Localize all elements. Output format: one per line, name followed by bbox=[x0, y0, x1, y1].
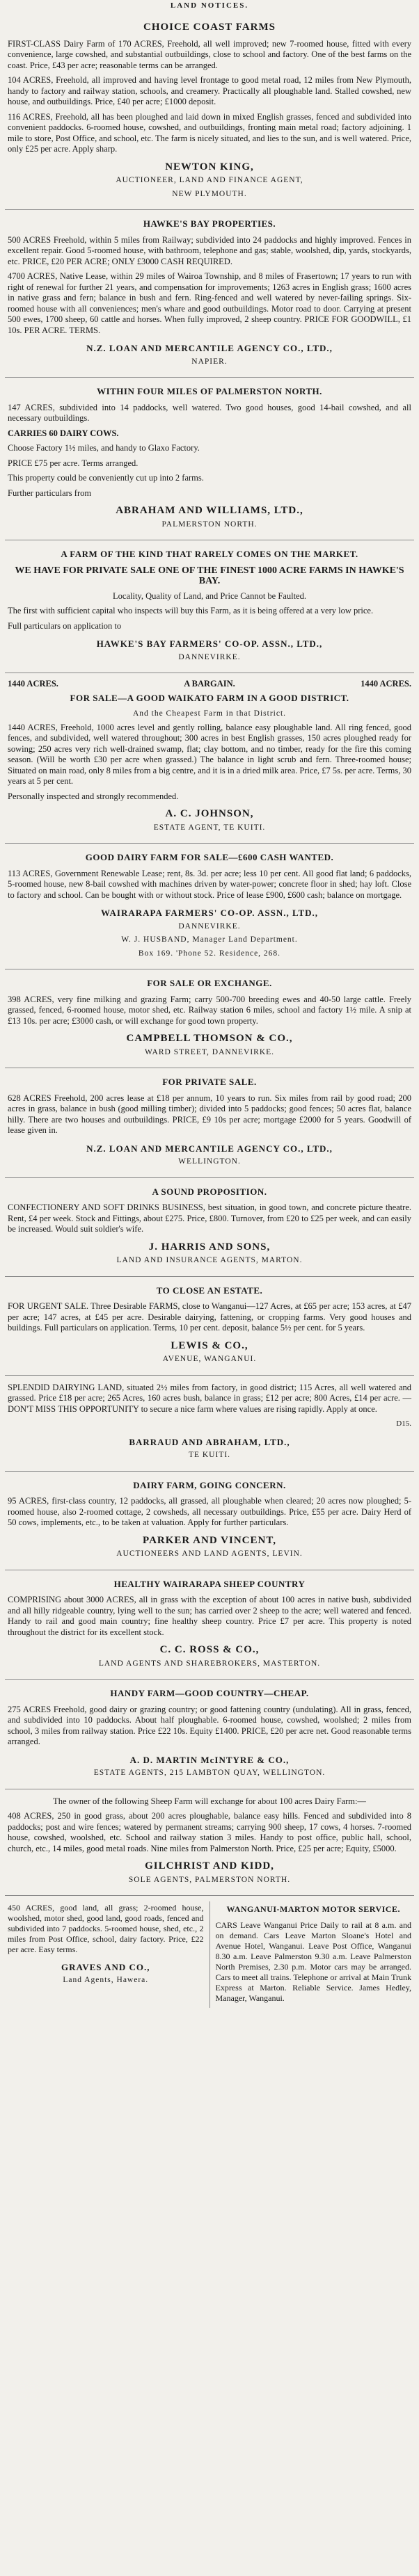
ad-heading: WITHIN FOUR MILES OF PALMERSTON NORTH. bbox=[97, 386, 322, 396]
agent-name: A. C. JOHNSON, bbox=[165, 808, 254, 819]
ad-handy-farm bbox=[5, 1680, 414, 1789]
ad-paragraph: FIRST-CLASS Dairy Farm of 170 ACRES, Freehold, all well improved; new 7-roomed house, fitted with every convenience, large cowshed, and substantial outbuildings, close to school and factory. One of the best farms on the coast. Price, £43 per acre; reasonable terms can be arranged. bbox=[8, 38, 411, 70]
agent-place: DANNEVIRKE. bbox=[178, 921, 241, 931]
ad-paragraph: 275 ACRES Freehold, good dairy or grazing country; or good fattening country (undulating). All in grass, fenced, and subdivided into 10 paddocks. About half ploughable. 6-roomed house, cowshed, woolshed; 2 miles from school, 3 miles from railway station. Price £22 10s. Equity £1400. PRICE, £20 per acre net. Good reasonable terms arranged. bbox=[8, 1704, 411, 1746]
heading-center: A BARGAIN. bbox=[184, 679, 235, 689]
ad-paragraph: The first with sufficient capital who inspects will buy this Farm, as it is being offered at a very low price. bbox=[8, 606, 374, 615]
ad-heading: FOR SALE—A GOOD WAIKATO FARM IN A GOOD DISTRICT. bbox=[70, 692, 349, 703]
agent-subtitle: Land Agents, Hawera. bbox=[63, 1976, 149, 1984]
agent-place: NAPIER. bbox=[191, 357, 228, 366]
ad-paragraph: PRICE £75 per acre. Terms arranged. bbox=[8, 458, 139, 468]
ad-heading: FOR PRIVATE SALE. bbox=[162, 1077, 257, 1087]
agent-name: GRAVES AND CO., bbox=[61, 1962, 150, 1972]
heading-right: 1440 ACRES. bbox=[361, 679, 411, 689]
ad-heading: A FARM OF THE KIND THAT RARELY COMES ON THE MARKET. bbox=[61, 549, 358, 559]
ad-paragraph: 147 ACRES, subdivided into 14 paddocks, well watered. Two good houses, good 14-bail cowshed, and all necessary outbuildings. bbox=[8, 402, 411, 423]
ad-heading: HAWKE'S BAY PROPERTIES. bbox=[143, 218, 276, 229]
agent-name: ABRAHAM AND WILLIAMS, LTD., bbox=[116, 505, 303, 516]
ad-paragraph: SPLENDID DAIRYING LAND, situated 2½ miles from factory, in good district; 115 Acres, all well watered and grassed. Price £18 per acre; 265 Acres, 160 acres bush, balance in grass; £12 per acre; 800 Acres, £14 per acre. — DON'T MISS THIS OPPORTUNITY to secure a nice farm where values are rising rapidly. Apply at once. bbox=[8, 1382, 411, 1414]
ad-heading: GOOD DAIRY FARM FOR SALE—£600 CASH WANTED. bbox=[85, 852, 334, 862]
agent-name: NEWTON KING, bbox=[165, 161, 254, 172]
bottom-columns bbox=[5, 1896, 414, 2015]
ad-good-dairy-farm bbox=[5, 844, 414, 969]
ad-heading: A SOUND PROPOSITION. bbox=[152, 1186, 267, 1197]
agent-place: NEW PLYMOUTH. bbox=[172, 189, 247, 198]
agent-place: DANNEVIRKE. bbox=[178, 652, 241, 661]
ad-paragraph: Further particulars from bbox=[8, 488, 92, 498]
heading-left: 1440 ACRES. bbox=[8, 679, 58, 689]
ad-private-sale bbox=[5, 1068, 414, 1178]
agent-name: A. D. MARTIN McINTYRE & CO., bbox=[129, 1754, 290, 1765]
ad-paragraph: 628 ACRES Freehold, 200 acres lease at £18 per annum, 10 years to run. Six miles from rail by good road; 200 acres in grass, balance in bush (good milling timber); divided into 5 paddocks; good fences; 50 acres flat, balance hilly. There are two houses and outbuildings. PRICE, £9 10s per acre; mortgage £2000 for 5 years. Goodwill of lease given in. bbox=[8, 1093, 411, 1135]
ad-paragraph: 4700 ACRES, Native Lease, within 29 miles of Wairoa Township, and 8 miles of Frasertown; 17 years to run with right of renewal for further 21 years, and compensation for improvements; 1263 acres in English grass; 1600 acres in native grass and fern; balance in bush and fern. Ring-fenced and well watered by never-failing springs. Six-roomed house with all conveniences; men's whare and good outbuildings. Motor road to door. Carrying at present 500 ewes, 1700 sheep, 60 cattle and horses. When fully improved, 2 sheep country. PRICE FOR GOODWILL, £1 10s. PER ACRE. TERMS. bbox=[8, 271, 411, 335]
ad-sale-or-exchange bbox=[5, 969, 414, 1068]
ad-palmerston-north bbox=[5, 378, 414, 540]
agent-subtitle: SOLE AGENTS, PALMERSTON NORTH. bbox=[128, 1875, 291, 1884]
ad-paragraph: 398 ACRES, very fine milking and grazing Farm; carry 500-700 breeding ewes and 40-50 large cattle. Freely grassed, fenced, 6-roomed house, motor shed, etc. Railway station 6 miles, school and factory 1½ mile. A snip at £13 10s. per acre; £3000 cash, or will exchange for good town property. bbox=[8, 994, 411, 1026]
ad-paragraph: CONFECTIONERY AND SOFT DRINKS BUSINESS, best situation, in good town, and concrete picture theatre. Rent, £4 per week. Stock and Fittings, about £275. Price, £800. Turnover, from £20 to £25 per week, and can easily be increased. Would suit soldier's wife. bbox=[8, 1202, 411, 1234]
heading-row bbox=[8, 679, 411, 690]
agent-subtitle: ESTATE AGENTS, 215 LAMBTON QUAY, WELLINGTON. bbox=[93, 1769, 326, 1777]
ad-heading: CHOICE COAST FARMS bbox=[143, 22, 276, 33]
agent-name: GILCHRIST AND KIDD, bbox=[145, 1860, 274, 1871]
ad-paragraph: 408 ACRES, 250 in good grass, about 200 acres ploughable, balance easy hills. Fenced and subdivided into 8 paddocks; post and wire fences; watered by permanent streams; carrying 900 sheep, 17 cows, 4 horses. 7-roomed house, cowshed, woolshed, etc. School and railway station 3 miles. Handy to post office, public hall, school, church, etc., 14 miles, good metal roads. Nine miles from Palmerston North. Price, £25 per acre; Equity, £5000. bbox=[8, 1811, 411, 1853]
ad-hawera bbox=[8, 1901, 204, 2008]
ad-heading: WANGANUI-MARTON MOTOR SERVICE. bbox=[226, 1904, 400, 1914]
agent-subtitle: ESTATE AGENT, TE KUITI. bbox=[153, 823, 266, 832]
ad-paragraph: 95 ACRES, first-class country, 12 paddocks, all grassed, all ploughable when cleared; 20 acres now ploughed; 5-roomed house, also 2-roomed cottage, 2 cowsheds, all necessary outbuildings. Price, £55 per acre. Dairy Herd of 50 cows, implements, etc., to be taken at valuation. Apply for further particulars. bbox=[8, 1496, 411, 1527]
ad-paragraph: WE HAVE FOR PRIVATE SALE ONE OF THE FINEST 1000 ACRE FARMS IN HAWKE'S BAY. bbox=[15, 565, 404, 586]
ad-choice-coast-farms bbox=[5, 14, 414, 210]
contact-line: Box 169. 'Phone 52. Residence, 268. bbox=[138, 949, 281, 958]
ad-paragraph: 113 ACRES, Government Renewable Lease; rent, 8s. 3d. per acre; less 10 per cent. All good flat land; 6 paddocks, 5-roomed house, new 8-bail cowshed with machines driven by water-power; concrete floor in shed; hay loft. Close to factory and school. Can be bought with or without stock. Price of lease £900, £600 cash; balance on mortgage. bbox=[8, 868, 411, 900]
ad-motor-service bbox=[209, 1901, 412, 2008]
ad-heading: FOR SALE OR EXCHANGE. bbox=[147, 978, 272, 988]
ad-exchange-sheep-farm bbox=[5, 1789, 414, 1897]
agent-subtitle: AUCTIONEERS AND LAND AGENTS, LEVIN. bbox=[116, 1549, 303, 1558]
ad-hawkes-bay-properties bbox=[5, 210, 414, 378]
ad-paragraph: 500 ACRES Freehold, within 5 miles from Railway; subdivided into 24 paddocks and highly improved. Fences in excellent repair. Good 5-roomed house, with bathroom, telephone and gas; stable, woolshed, dip, yards, stockyards, etc. PRICE, £20 PER ACRE; ONLY £3000 CASH REQUIRED. bbox=[8, 234, 411, 266]
ad-paragraph: This property could be conveniently cut up into 2 farms. bbox=[8, 473, 204, 483]
ad-paragraph: Full particulars on application to bbox=[8, 620, 122, 631]
ad-splendid-dairying bbox=[5, 1376, 414, 1472]
agent-name: BARRAUD AND ABRAHAM, LTD., bbox=[129, 1436, 290, 1447]
ad-paragraph: 450 ACRES, good land, all grass; 2-roomed house, woolshed, motor shed, good land, good roads, fenced and subdivided into 7 paddocks. 5-roomed house, shed, etc., 2 miles from Post Office, school, dairy factory. Price, £22 per acre. Easy terms. bbox=[8, 1903, 204, 1954]
agent-subtitle: LAND AND INSURANCE AGENTS, MARTON. bbox=[116, 1256, 303, 1264]
agent-subtitle: WARD STREET, DANNEVIRKE. bbox=[144, 1047, 275, 1056]
agent-name: N.Z. LOAN AND MERCANTILE AGENCY CO., LTD., bbox=[86, 343, 333, 353]
ad-paragraph: CARRIES 60 DAIRY COWS. bbox=[8, 428, 119, 438]
agent-place: PALMERSTON NORTH. bbox=[161, 520, 258, 529]
agent-name: PARKER AND VINCENT, bbox=[143, 1534, 276, 1546]
ad-heading: TO CLOSE AN ESTATE. bbox=[156, 1285, 263, 1296]
ad-paragraph: Choose Factory 1½ miles, and handy to Glaxo Factory. bbox=[8, 443, 200, 453]
contact-line: W. J. HUSBAND, Manager Land Department. bbox=[121, 935, 298, 944]
ad-heading: HANDY FARM—GOOD COUNTRY—CHEAP. bbox=[110, 1688, 309, 1698]
agent-subtitle: AUCTIONEER, LAND AND FINANCE AGENT, bbox=[116, 176, 303, 184]
agent-place: WELLINGTON. bbox=[178, 1157, 241, 1166]
ad-paragraph: Locality, Quality of Land, and Price Cannot be Faulted. bbox=[113, 590, 306, 601]
ad-reference: D15. bbox=[396, 1419, 411, 1428]
ad-heading: DAIRY FARM, GOING CONCERN. bbox=[133, 1479, 286, 1490]
agent-name: C. C. ROSS & CO., bbox=[159, 1644, 260, 1655]
ad-rare-farm bbox=[5, 540, 414, 673]
ad-paragraph: The owner of the following Sheep Farm will exchange for about 100 acres Dairy Farm:— bbox=[53, 1796, 366, 1806]
ad-wairarapa-sheep bbox=[5, 1570, 414, 1680]
agent-name: N.Z. LOAN AND MERCANTILE AGENCY CO., LTD., bbox=[86, 1143, 333, 1154]
ad-waikato-farm bbox=[5, 673, 414, 844]
page-heading: LAND NOTICES. bbox=[170, 1, 249, 10]
ad-sound-proposition bbox=[5, 1178, 414, 1277]
ad-dairy-going-concern bbox=[5, 1472, 414, 1570]
agent-name: CAMPBELL THOMSON & CO., bbox=[126, 1033, 293, 1044]
ad-paragraph: COMPRISING about 3000 ACRES, all in grass with the exception of about 100 acres in native bush, subdivided and all hilly ridgeable country, lying well to the sun; has carried over 2 sheep to the acre; well watered and fenced. Handy to rail and good main country; fine healthy sheep country. Price £7 per acre. This property is noted throughout the district for its excellent stock. bbox=[8, 1595, 411, 1637]
ad-paragraph: Personally inspected and strongly recommended. bbox=[8, 791, 179, 801]
agent-subtitle: AVENUE, WANGANUI. bbox=[162, 1355, 257, 1363]
ad-heading: HEALTHY WAIRARAPA SHEEP COUNTRY bbox=[113, 1578, 306, 1589]
ad-close-estate bbox=[5, 1277, 414, 1376]
ad-paragraph: FOR URGENT SALE. Three Desirable FARMS, close to Wanganui—127 Acres, at £65 per acre; 153 acres, at £47 per acre; 147 acres, at £45 per acre. Desirable dairying, fattening, or cropping farms. Very good houses and buildings. Full particulars on application. Terms, 10 per cent. deposit, balance 5½ per cent. for 5 years. bbox=[8, 1301, 411, 1333]
ad-paragraph: 1440 ACRES, Freehold, 1000 acres level and gently rolling, balance easy ploughable land. All ring fenced, good fences, and subdivided, well watered throughout; 300 acres in best English grasses, 150 acres ploughed ready for sowing; 250 acres very rich well-drained swamp, flat; clay bottom, and no timber, ready for the fire this coming season. (Will be worth £30 per acre when grassed.) The balance in light scrub and fern. Three-roomed house; Situated on main road, only 8 miles from a big centre, and it is in a dried milk area. Price, £7 5s. per acre. Terms, 30 years at 5 per cent. bbox=[8, 722, 411, 786]
newspaper-page bbox=[5, 0, 414, 2016]
ad-paragraph: CARS Leave Wanganui Price Daily to rail at 8 a.m. and on demand. Cars Leave Marton Sloane's Hotel and Avenue Hotel, Wanganui. Leave Post Office, Wanganui 8.30 a.m. Leave Palmerston 9.30 a.m. Leave Palmerston North Premises, 2.30 p.m. Motor cars may be arranged. Cars to meet all trains. Telephone or arrival at Main Trunk Express at Marton. Reliable Service. James Hedley, Manager, Wanganui. bbox=[215, 1920, 411, 2003]
agent-name: HAWKE'S BAY FARMERS' CO-OP. ASSN., LTD., bbox=[96, 638, 323, 649]
agent-subtitle: LAND AGENTS AND SHAREBROKERS, MASTERTON. bbox=[98, 1659, 321, 1668]
agent-name: LEWIS & CO., bbox=[171, 1339, 248, 1351]
ad-subheading: And the Cheapest Farm in that District. bbox=[132, 709, 287, 718]
agent-name: J. HARRIS AND SONS, bbox=[148, 1241, 271, 1253]
agent-subtitle: TE KUITI. bbox=[188, 1451, 231, 1459]
agent-name: WAIRARAPA FARMERS' CO-OP. ASSN., LTD., bbox=[100, 908, 319, 918]
ad-paragraph: 104 ACRES, Freehold, all improved and having level frontage to good metal road, 12 miles from New Plymouth, handy to factory and railway station, schools, and creamery. Practically all ploughable land. Stalled cowshed, new house, and outbuildings. Price, £40 per acre; £1000 deposit. bbox=[8, 75, 411, 106]
ad-paragraph: 116 ACRES, Freehold, all has been ploughed and laid down in mixed English grasses, fenced and subdivided into convenient paddocks. 6-roomed house, cowshed, and outbuildings, fronting main metal road; factory adjoining. 1 mile to store, Post Office, and school, etc. The farm is nicely situated, and lies to the sun, and is well watered. Price, only £25 per acre. Apply sharp. bbox=[8, 111, 411, 154]
